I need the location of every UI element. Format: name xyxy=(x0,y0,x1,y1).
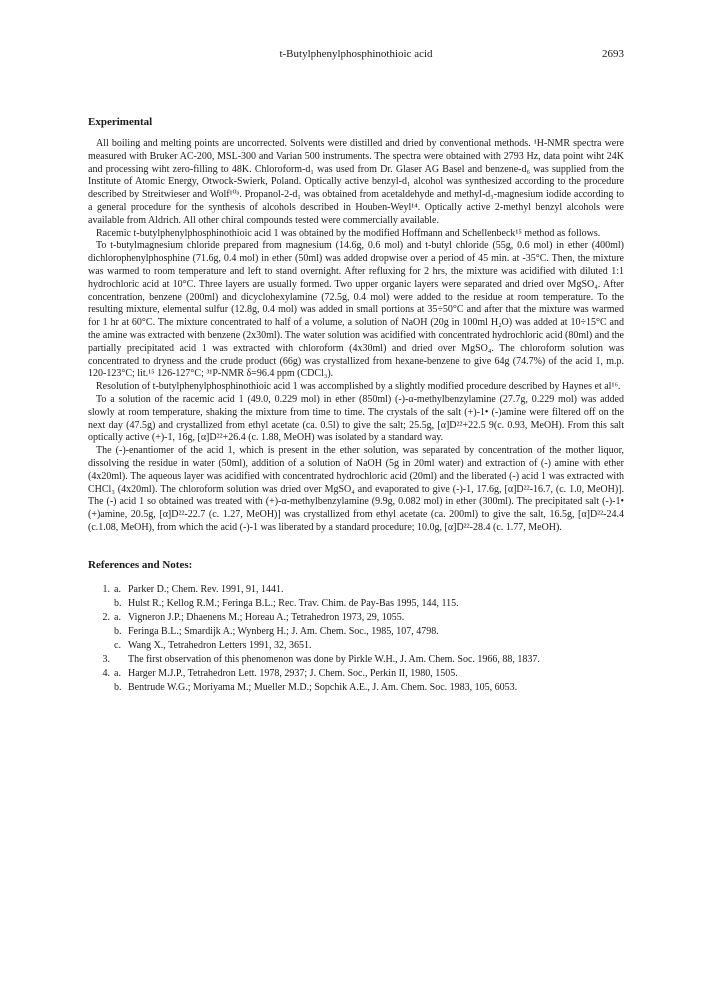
reference-number: 4. xyxy=(102,667,110,679)
reference-item xyxy=(88,681,624,695)
reference-number xyxy=(88,639,114,653)
reference-item xyxy=(88,583,624,597)
reference-subletter: a. xyxy=(114,667,121,679)
reference-subletter: c. xyxy=(114,639,121,651)
page-number: 2693 xyxy=(602,48,624,60)
reference-item xyxy=(88,611,624,625)
reference-subletter: a. xyxy=(114,583,121,595)
reference-text: The first observation of this phenomenon was done by Pirkle W.H., J. Am. Chem. Soc. 1966, 88, 1837. xyxy=(128,653,540,665)
reference-subletter: b. xyxy=(114,597,122,609)
reference-subletter xyxy=(114,653,128,667)
reference-number xyxy=(88,625,114,639)
reference-list xyxy=(88,583,624,695)
reference-subletter: b. xyxy=(114,625,122,637)
reference-number: 2. xyxy=(102,611,110,623)
experimental-paragraph-racemic-intro: Racemic t-butylphenylphosphinothioic acid 1 was obtained by the modified Hoffmann and Schellenbeck¹⁵ method as follows. xyxy=(96,227,601,239)
experimental-paragraph-resolution-plus: To a solution of the racemic acid 1 (49.0, 0.229 mol) in ether (850ml) (-)-α-methylbenzylamine (27.7g, 0.229 mol) was added slowly at room temperature, shaking the mixture from time to time. The crystals of the salt (+)-1• (-)amine were filtered off on the next day (47.5g) and crystallized from ethyl acetate (ca. 0.5l) to give the salt; 25.5g, [α]D²²+22.5 9(c. 0.93, MeOH). From this salt optically active (+)-1, 16g, [α]D²²+26.4 (c. 1.88, MeOH) was isolated by a standard way. xyxy=(88,393,624,444)
reference-item xyxy=(88,653,624,667)
reference-subletter: a. xyxy=(114,611,121,623)
reference-item xyxy=(88,597,624,611)
reference-item xyxy=(88,667,624,681)
reference-number: 1. xyxy=(102,583,110,595)
reference-text: Parker D.; Chem. Rev. 1991, 91, 1441. xyxy=(128,583,284,595)
reference-text: Bentrude W.G.; Moriyama M.; Mueller M.D.; Sopchik A.E., J. Am. Chem. Soc. 1983, 105, 6053. xyxy=(128,681,518,693)
experimental-heading: Experimental xyxy=(88,116,153,128)
reference-text: Vigneron J.P.; Dhaenens M.; Horeau A.; Tetrahedron 1973, 29, 1055. xyxy=(128,611,405,623)
journal-page xyxy=(88,48,624,695)
experimental-paragraph-resolution-intro: Resolution of t-butylphenylphosphinothioic acid 1 was accomplished by a slightly modified procedure described by Haynes et al¹⁶. xyxy=(96,381,621,393)
running-title: t-Butylphenylphosphinothioic acid xyxy=(279,48,433,60)
reference-item xyxy=(88,625,624,639)
reference-number xyxy=(88,681,114,695)
running-header xyxy=(88,48,624,68)
experimental-paragraph-general: All boiling and melting points are uncorrected. Solvents were distilled and dried by conventional methods. ¹H-NMR spectra were measured with Bruker AC-200, MSL-300 and Varian 500 instruments. The spectra were obtained with 2793 Hz, data point wiht 24K and processing wiht zero-filling to 48K. Chloroform-d₁ was used from Dr. Glaser AG Basel and benzene-d₆ was supplied from the Institute of Atomic Energy, Otwock-Swierk, Poland. Optically active benzyl-d₁ alcohol was synthesized according to the procedure described by Streitwieser and Wolf¹⁰ᵃ. Propanol-2-d₁ was obtained from acetaldehyde and methyl-d₃-magnesium iodide according to a general procedure for the synthesis of alcohols described in Houben-Weyl¹⁴. Optically active 2-methyl benzyl alcohols were available from Aldrich. All other chiral compounds tested were commercially available. xyxy=(88,138,624,226)
references-heading: References and Notes: xyxy=(88,558,193,571)
experimental-paragraph-resolution-minus: The (-)-enantiomer of the acid 1, which is present in the ether solution, was separated by concentration of the mother liquor, dissolving the residue in water (50ml), addition of a solution of NaOH (5g in 20ml water) and extraction of (-) amine with ether (4x20ml). The aqueous layer was acidified with concentrated hydrochloric acid (20ml) and the liberated (-) acid 1 was extracted with CHCl₃ (4x20ml). The chloroform solution was dried over MgSO₄ and evaporated to give (-)-1, 17.6g, [α]D²²-16.7, (c. 1.0, MeOH)]. The (-) acid 1 so obtained was treated with (+)-α-methylbenzylamine (9.9g, 0.082 mol) in ether (300ml). The precipitated salt (-)-1• (+)amine, 20.5g, [α]D²²-22.7 (c. 1.27, MeOH)] was crystallized from ethyl acetate (ca. 200ml) to give the salt, 16.5g, [α]D²²-24.4 (c.1.08, MeOH), from which the acid (-)-1 was liberated by a standard procedure; 10.0g, [α]D²²-28.4 (c. 1.77, MeOH). xyxy=(88,445,624,533)
reference-text: Hulst R.; Kellog R.M.; Feringa B.L.; Rec. Trav. Chim. de Pay-Bas 1995, 144, 115. xyxy=(128,597,459,609)
reference-text: Feringa B.L.; Smardijk A.; Wynberg H.; J. Am. Chem. Soc., 1985, 107, 4798. xyxy=(128,625,439,637)
reference-number: 3. xyxy=(102,653,110,665)
reference-item xyxy=(88,639,624,653)
experimental-paragraph-synthesis: To t-butylmagnesium chloride prepared from magnesium (14.6g, 0.6 mol) and t-butyl chloride (55g, 0.6 mol) in ether (400ml) dichlorophenylphosphine (71.6g, 0.4 mol) in ether (50ml) was added dropwise over a period of 45 min. at -35°C. Then, the mixture was warmed to room temperature and left to stand overnight. After refluxing for 2 hrs, the mixture was acidified with diluted 1:1 hydrochloric acid at 10°C. Three layers are usually formed. Two upper organic layers were separated and dried over MgSO₄. After concentration, benzene (200ml) and dicyclohexylamine (72.5g, 0.4 mol) were added to the residue at room temperature. To the resulting mixture, elemental sulfur (12.8g, 0.4 mol) was added in small portions at 35÷50°C and after that the mixture was warmed for 1 hr at 60°C. The mixture concentrated to half of a volume, a solution of NaOH (20g in 100ml H₂O) was added at 10÷15°C and the amine was extracted with benzene (2x30ml). The water solution was acidified with concentrated hydrochloric acid (80ml) and the partially precipitated acid 1 was extracted with chloroform (4x30ml) and dried over MgSO₄. The chloroform solution was concentrated to dryness and the crude product (66g) was crystallized from hexane-benzene to give 64g (74.7%) of the acid 1, m.p. 120-123°C; lit.¹⁵ 126-127°C; ³¹P-NMR δ=96.4 ppm (CDCl₃). xyxy=(88,240,624,380)
reference-text: Wang X., Tetrahedron Letters 1991, 32, 3651. xyxy=(128,639,312,651)
reference-number xyxy=(88,597,114,611)
reference-text: Harger M.J.P., Tetrahedron Lett. 1978, 2937; J. Chem. Soc., Perkin II, 1980, 1505. xyxy=(128,667,458,679)
reference-subletter: b. xyxy=(114,681,122,693)
